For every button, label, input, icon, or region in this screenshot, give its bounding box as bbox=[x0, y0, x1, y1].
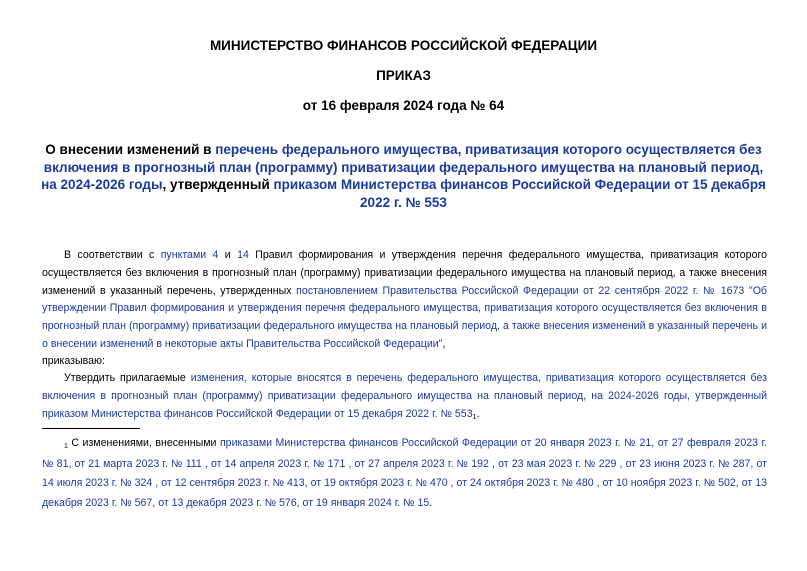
p1-text-d: , bbox=[442, 337, 446, 350]
p3-text-b[interactable]: , которые вносятся в перечень федерального имущества, приватизация которого осуществляется без включения в прогнозный план (программу) приватизации федерального имущества на плановый период, на 2024-2026 годы, утвержденный приказом Министерства финансов Российской Федерации от 15 декабря 2022 г. № 553 bbox=[42, 372, 767, 420]
p1-text-a: В соответствии с bbox=[64, 249, 161, 261]
footnote-marker: 1 bbox=[64, 443, 68, 450]
footnote bbox=[42, 434, 767, 513]
footnote-ref[interactable]: 1 bbox=[472, 413, 477, 421]
footnote-link-orders[interactable]: приказами Министерства финансов Российской Федерации от 20 января 2023 г. № 21, от 27 февраля 2023 г. № 81, от 21 марта 2023 г. № 111 , от 14 апреля 2023 г. № 171 , от 27 апреля 2023 г. № 192 , от 23 мая 2023 г. № 229 , от 23 июня 2023 г. № 287, от 14 июля 2023 г. № 324 , от 12 сентября 2023 г. № 413, от 19 октября 2023 г. № 470 , от 24 октября 2023 г. № 480 , от 10 ноября 2023 г. № 502, от 13 декабря 2023 г. № 567, от 13 декабря 2023 г. № 576, от 19 января 2024 г. № 15 bbox=[42, 437, 767, 509]
document-date-number: от 16 февраля 2024 года № 64 bbox=[302, 98, 505, 113]
document-type: ПРИКАЗ bbox=[376, 68, 431, 83]
title-text-2: , утвержденный bbox=[162, 177, 274, 192]
document-title bbox=[38, 141, 769, 211]
footnote-divider bbox=[42, 428, 140, 429]
paragraph-basis bbox=[42, 247, 767, 354]
p3-text-c: . bbox=[476, 407, 480, 420]
p3-text-a: Утвердить прилагаемые bbox=[64, 372, 191, 384]
ministry-name: МИНИСТЕРСТВО ФИНАНСОВ РОССИЙСКОЙ ФЕДЕРАЦИИ bbox=[209, 38, 598, 53]
link-points-4[interactable]: пунктами 4 bbox=[160, 249, 219, 261]
footnote-text-b: . bbox=[429, 496, 433, 509]
paragraph-order-word: приказываю: bbox=[42, 355, 105, 367]
link-government-decree[interactable]: постановлением Правительства Российской Федерации от 22 сентября 2022 г. № 1673 "Об утверждении Правил формирования и утверждения перечня федерального имущества, приватизация которого осуществляется без включения в прогнозный план (программу) приватизации федерального имущества на плановый период, а также внесения изменений в указанный перечень и о внесении изменений в некоторые акты Правительства Российской Федерации" bbox=[42, 284, 767, 350]
title-link-order[interactable]: приказом Министерства финансов Российской Федерации от 15 декабря 2022 г. № 553 bbox=[273, 177, 766, 210]
p1-text-b: и bbox=[218, 249, 238, 261]
link-point-14[interactable]: 14 bbox=[237, 249, 249, 261]
paragraph-approve bbox=[42, 370, 767, 424]
title-text: О внесении изменений в bbox=[45, 142, 216, 157]
title-link-list[interactable]: перечень федерального имущества, приватизация которого осуществляется без включения в прогнозный план (программу) приватизации федерального имущества на плановый период, на 2024-2026 годы bbox=[41, 142, 764, 192]
p1-text-c: Правил формирования и утверждения перечня федерального имущества, приватизация которого осуществляется без включения в прогнозный план (программу) приватизации федерального имущества на плановый период, а также внесения изменений в указанный перечень, утвержденных bbox=[42, 249, 767, 297]
footnote-text-a: С изменениями, внесенными bbox=[67, 437, 220, 449]
link-changes[interactable]: изменения bbox=[190, 372, 244, 384]
